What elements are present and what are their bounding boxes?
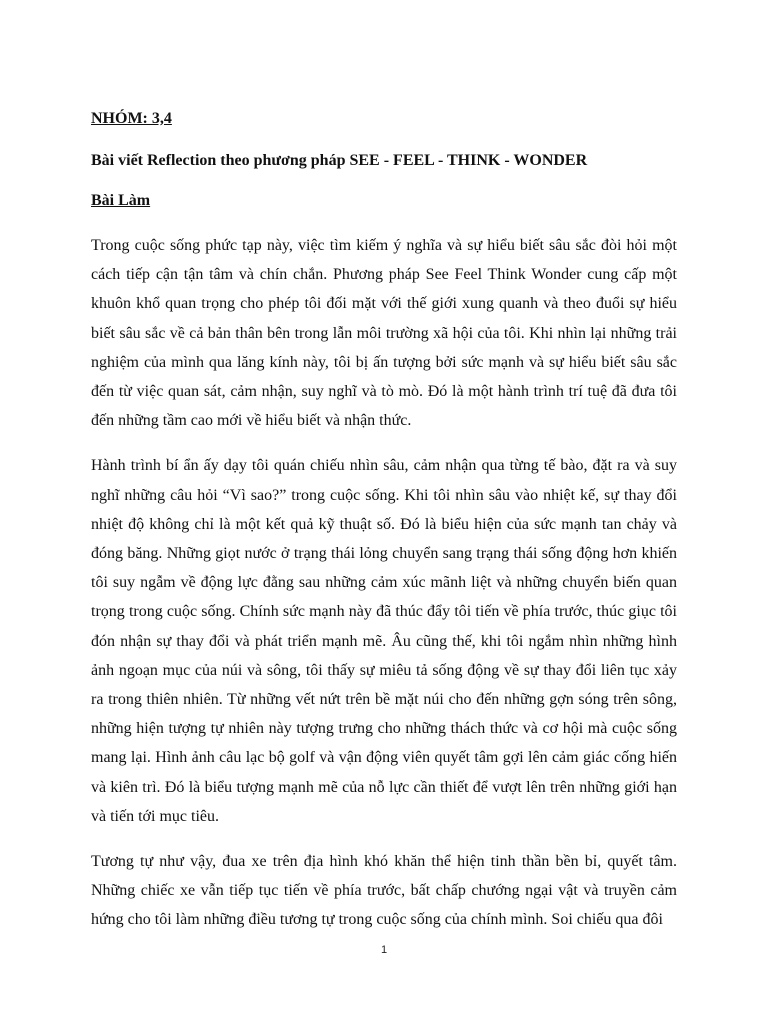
document-body bbox=[91, 108, 677, 935]
paragraph-journey: Hành trình bí ẩn ấy dạy tôi quán chiếu nhìn sâu, cảm nhận qua từng tế bào, đặt ra và suy nghĩ những câu hỏi “Vì sao?” trong cuộc sống. Khi tôi nhìn sâu vào nhiệt kế, sự thay đổi nhiệt độ không chỉ là một kết quả kỹ thuật số. Đó là biểu hiện của sức mạnh tan chảy và đóng băng. Những giọt nước ở trạng thái lỏng chuyển sang trạng thái sống động hơn khiến tôi suy ngẫm về động lực đằng sau những cảm xúc mãnh liệt và những chuyển biến quan trọng trong cuộc sống. Chính sức mạnh này đã thúc đẩy tôi tiến về phía trước, thúc giục tôi đón nhận sự thay đổi và phát triển mạnh mẽ. Âu cũng thế, khi tôi ngắm nhìn những hình ảnh ngoạn mục của núi và sông, tôi thấy sự miêu tả sống động về sự thay đổi liên tục xảy ra trong thiên nhiên. Từ những vết nứt trên bề mặt núi cho đến những gợn sóng trên sông, những hiện tượng tự nhiên này tượng trưng cho những thách thức và cơ hội mà cuộc sống mang lại. Hình ảnh câu lạc bộ golf và vận động viên quyết tâm gợi lên cảm giác cống hiến và kiên trì. Đó là biểu tượng mạnh mẽ của nỗ lực cần thiết để vượt lên trên những giới hạn và tiến tới mục tiêu. bbox=[91, 457, 677, 825]
group-label: NHÓM: 3,4 bbox=[91, 110, 172, 127]
paragraph-intro: Trong cuộc sống phức tạp này, việc tìm kiếm ý nghĩa và sự hiểu biết sâu sắc đòi hỏi một cách tiếp cận tận tâm và chín chắn. Phương pháp See Feel Think Wonder cung cấp một khuôn khổ quan trọng cho phép tôi đối mặt với thế giới xung quanh và theo đuổi sự hiểu biết sâu sắc về cả bản thân bên trong lẫn môi trường xã hội của tôi. Khi nhìn lại những trải nghiệm của mình qua lăng kính này, tôi bị ấn tượng bởi sức mạnh và sự hiểu biết sâu sắc đến từ việc quan sát, cảm nhận, suy nghĩ và tò mò. Đó là một hành trình trí tuệ đã đưa tôi đến những tầm cao mới về hiểu biết và nhận thức. bbox=[91, 237, 677, 430]
document-title: Bài viết Reflection theo phương pháp SEE - FEEL - THINK - WONDER bbox=[91, 152, 588, 169]
section-heading: Bài Làm bbox=[91, 192, 151, 209]
page-number: 1 bbox=[380, 944, 388, 956]
paragraph-racing: Tương tự như vậy, đua xe trên địa hình khó khăn thể hiện tinh thần bền bỉ, quyết tâm. Những chiếc xe vẫn tiếp tục tiến về phía trước, bất chấp chướng ngại vật và truyền cảm hứng cho tôi làm những điều tương tự trong cuộc sống của chính mình. Soi chiếu qua đôi bbox=[91, 853, 677, 929]
